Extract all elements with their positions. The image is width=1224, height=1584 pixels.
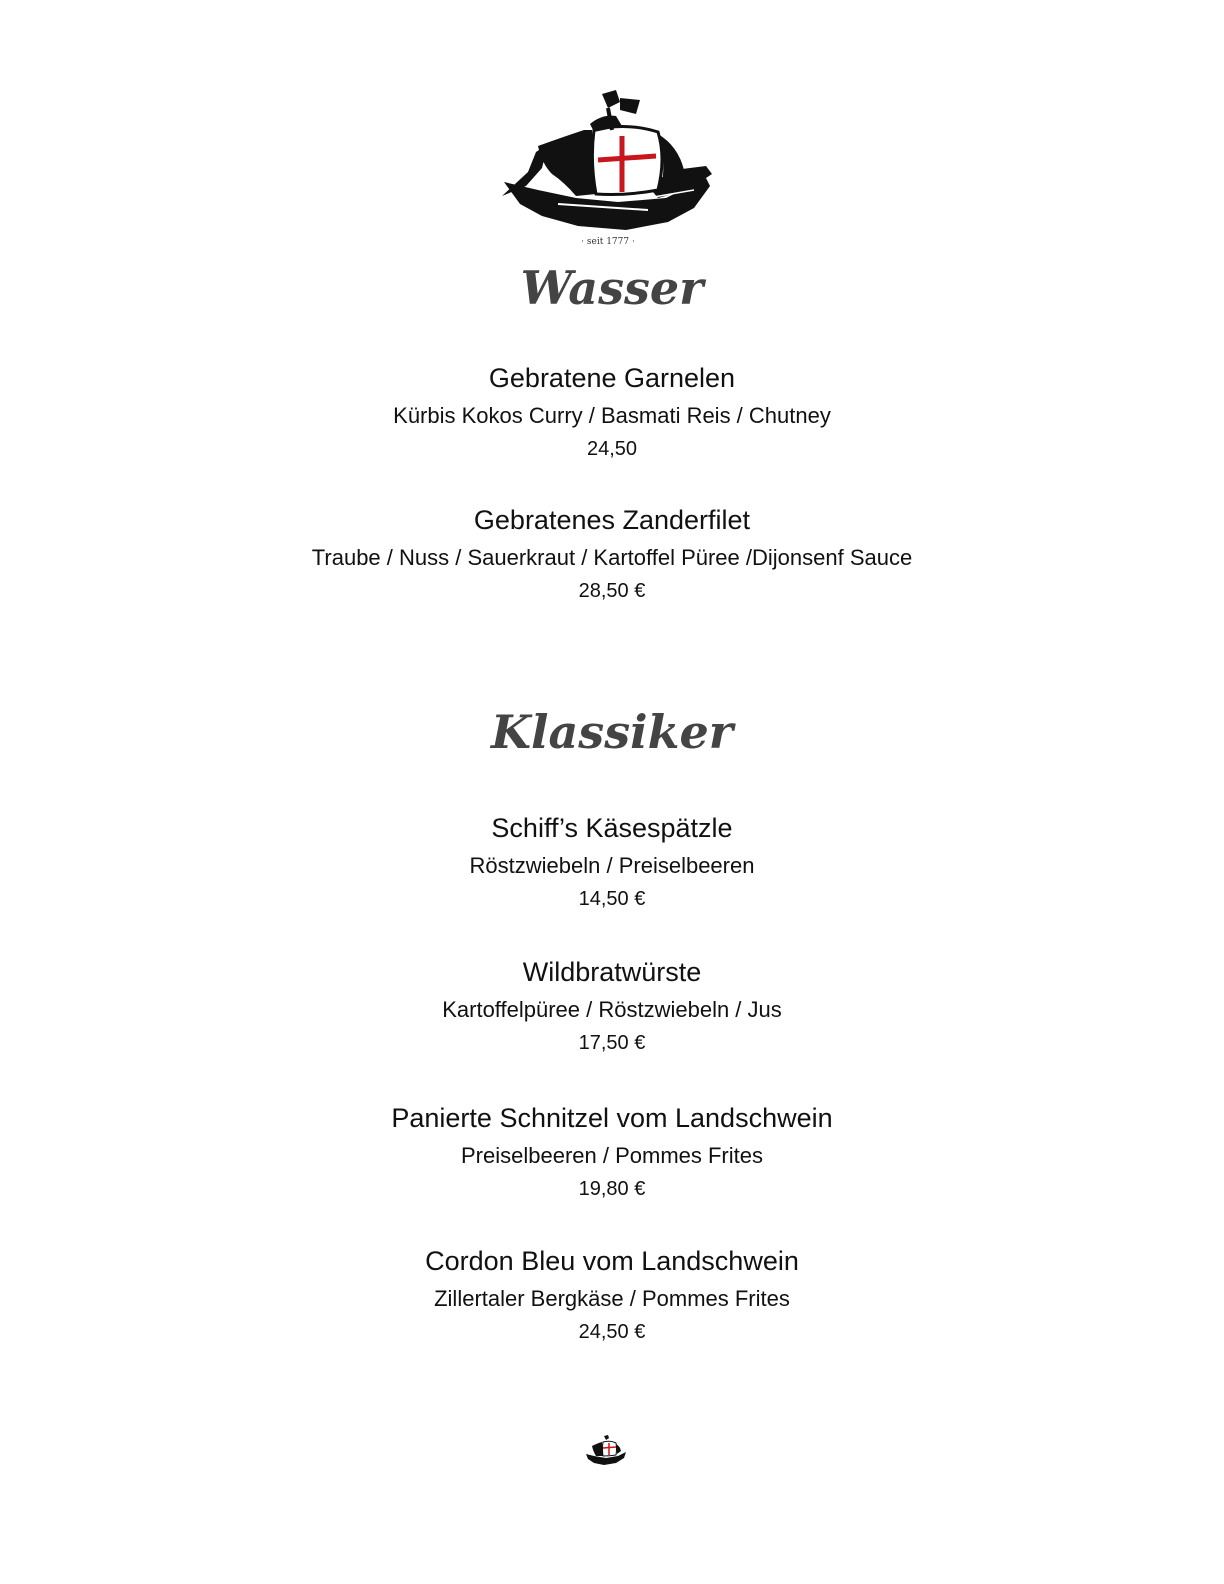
dish-price: 19,80 € [578, 1178, 646, 1200]
dish-name: Schiff’s Käsespätzle [491, 813, 733, 843]
logo-tagline: · seit 1777 · [581, 237, 635, 247]
menu-item [0, 1243, 1224, 1347]
dish-price: 24,50 [586, 438, 638, 460]
menu-item [0, 502, 1224, 606]
dish-name: Gebratenes Zanderfilet [473, 505, 751, 535]
section-title-klassiker: Klassiker [491, 705, 733, 759]
section-title-wasser: Wasser [520, 261, 704, 315]
dish-name: Cordon Bleu vom Landschwein [425, 1246, 799, 1276]
dish-description: Röstzwiebeln / Preiselbeeren [469, 853, 755, 878]
dish-description: Kartoffelpüree / Röstzwiebeln / Jus [442, 997, 782, 1022]
dish-description: Preiselbeeren / Pommes Frites [461, 1143, 763, 1168]
dish-price: 28,50 € [578, 580, 646, 602]
ship-logo-icon [498, 86, 718, 248]
dish-name: Wildbratwürste [522, 957, 702, 987]
dish-description: Kürbis Kokos Curry / Basmati Reis / Chutney [393, 403, 831, 428]
dish-name: Gebratene Garnelen [488, 363, 736, 393]
menu-item [0, 1100, 1224, 1204]
menu-item [0, 810, 1224, 914]
footer-ship-icon [584, 1434, 628, 1468]
dish-price: 24,50 € [578, 1321, 646, 1343]
dish-price: 14,50 € [578, 888, 646, 910]
menu-item [0, 954, 1224, 1058]
dish-price: 17,50 € [578, 1032, 646, 1054]
dish-description: Traube / Nuss / Sauerkraut / Kartoffel Püree /Dijonsenf Sauce [311, 545, 913, 570]
dish-description: Zillertaler Bergkäse / Pommes Frites [434, 1286, 790, 1311]
menu-item [0, 360, 1224, 464]
dish-name: Panierte Schnitzel vom Landschwein [391, 1103, 833, 1133]
